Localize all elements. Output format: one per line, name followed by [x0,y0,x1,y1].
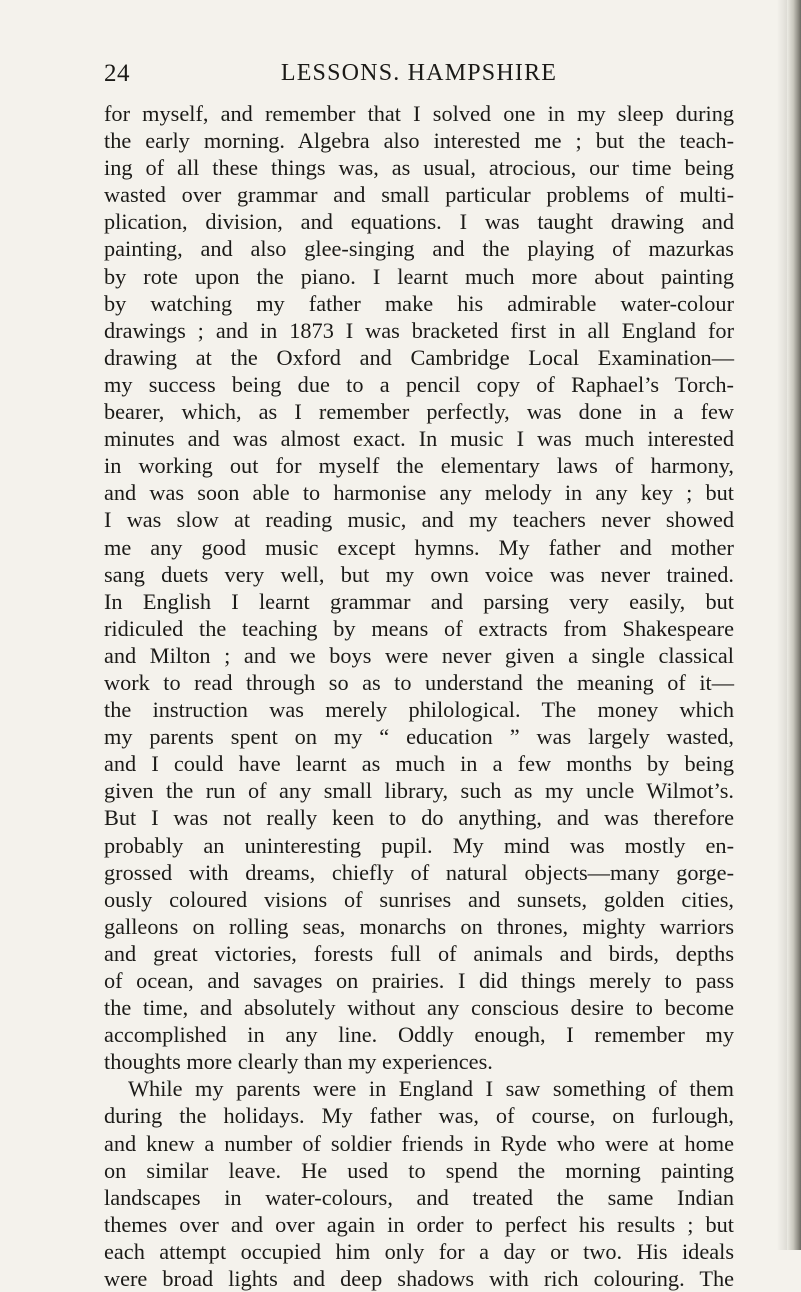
text-line: for myself, and remember that I solved one in my sleep during [104,101,734,126]
text-line: my success being due to a pencil copy of Raphael’s Torch- [104,371,734,397]
book-page-edge [787,0,801,1250]
text-line: the instruction was merely philological. The money which [104,697,734,723]
text-line: the time, and absolutely without any conscious desire to become [104,995,734,1021]
text-line: accomplished in any line. Oddly enough, I remember my [104,1022,734,1048]
text-line: bearer, which, as I remember perfectly, was done in a few [104,399,734,425]
text-line: drawing at the Oxford and Cambridge Local Examination— [104,344,734,370]
text-line: given the run of any small library, such as my uncle Wilmot’s. [104,778,734,804]
text-line: by watching my father make his admirable water-colour [104,290,734,316]
text-line: and knew a number of soldier friends in Ryde who were at home [104,1130,734,1156]
text-line: plication, division, and equations. I was taught drawing and [104,209,734,235]
text-line: and Milton ; and we boys were never given a single classical [104,642,734,668]
text-line: But I was not really keen to do anything, and was therefore [104,805,734,831]
text-line: landscapes in water-colours, and treated the same Indian [104,1184,734,1210]
text-line: In English I learnt grammar and parsing very easily, but [104,588,734,614]
text-line: in working out for myself the elementary laws of harmony, [104,453,734,479]
text-line: and great victories, forests full of animals and birds, depths [104,940,734,966]
page-number: 24 [104,60,130,87]
text-line: by rote upon the piano. I learnt much more about painting [104,263,734,289]
text-line: themes over and over again in order to perfect his results ; but [104,1211,734,1237]
text-line: painting, and also glee-singing and the playing of mazurkas [104,236,734,262]
text-line: ously coloured visions of sunrises and sunsets, golden cities, [104,886,734,912]
text-line: I was slow at reading music, and my teachers never showed [104,507,734,533]
text-line: of ocean, and savages on prairies. I did things merely to pass [104,968,734,993]
text-line: grossed with dreams, chiefly of natural objects—many gorge- [104,859,734,885]
text-line: probably an uninteresting pupil. My mind was mostly en- [104,832,734,858]
text-line: and was soon able to harmonise any melody in any key ; but [104,480,734,506]
page-gutter-shadow [777,0,787,1250]
text-line: the early morning. Algebra also interested me ; but the teach- [104,128,734,154]
text-line: galleons on rolling seas, monarchs on thrones, mighty warriors [104,913,734,939]
text-line: me any good music except hymns. My father and mother [104,534,734,560]
text-line: wasted over grammar and small particular problems of multi- [104,182,734,208]
text-line: each attempt occupied him only for a day or two. His ideals [104,1238,734,1264]
text-line: and I could have learnt as much in a few months by being [104,751,734,777]
text-line: thoughts more clearly than my experiences. [104,1049,493,1075]
running-title: LESSONS. HAMPSHIRE [280,60,558,86]
text-line: minutes and was almost exact. In music I was much interested [104,426,734,452]
text-line: were broad lights and deep shadows with rich colouring. The [104,1266,734,1292]
text-line: drawings ; and in 1873 I was bracketed first in all England for [104,317,734,343]
text-line: during the holidays. My father was, of course, on furlough, [104,1103,734,1129]
text-line: my parents spent on my “ education ” was largely wasted, [104,724,734,750]
text-line: sang duets very well, but my own voice was never trained. [104,561,734,587]
text-line: on similar leave. He used to spend the morning painting [104,1157,734,1183]
body-text [104,100,734,1292]
text-line: ridiculed the teaching by means of extracts from Shakespeare [104,615,734,641]
text-line: work to read through so as to understand the meaning of it— [104,669,734,695]
running-header [104,60,734,94]
text-line: ing of all these things was, as usual, atrocious, our time being [104,155,734,181]
text-line: While my parents were in England I saw something of them [128,1076,734,1102]
